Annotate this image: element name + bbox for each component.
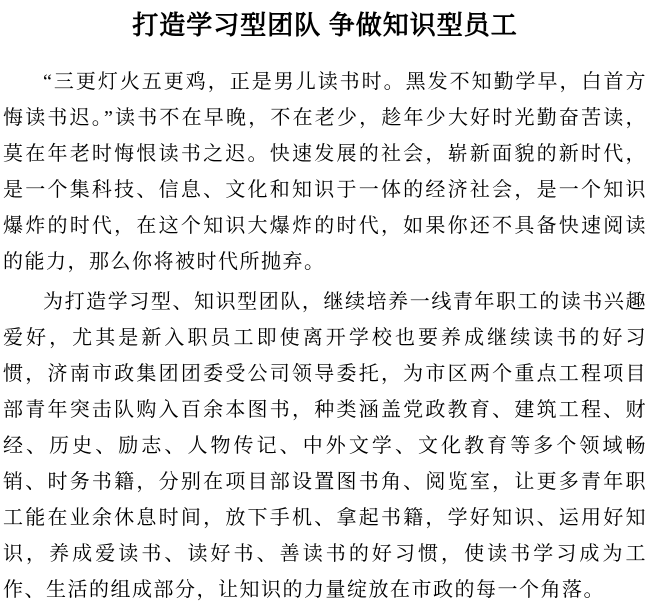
paragraph-2: 为打造学习型、知识型团队，继续培养一线青年职工的读书兴趣爱好，尤其是新入职员工即使离开学校也要养成继续读书的好习惯，济南市政集团团委受公司领导委托，为市区两个重点工程项目部青年突击队购入百余本图书，种类涵盖党政教育、建筑工程、财经、历史、励志、人物传记、中外文学、文化教育等多个领域畅销、时务书籍，分别在项目部设置图书角、阅览室，让更多青年职工能在业余休息时间，放下手机、拿起书籍，学好知识、运用好知识，养成爱读书、读好书、善读书的好习惯，使读书学习成为工作、生活的组成部分，让知识的力量绽放在市政的每一个角落。	[3, 291, 647, 601]
document-body	[0, 64, 650, 608]
paragraph-1: “三更灯火五更鸡，正是男儿读书时。黑发不知勤学早，白首方悔读书迟。”读书不在早晚，不在老少，趁年少大好时光勤奋苦读，莫在年老时悔恨读书之迟。快速发展的社会，崭新面貌的新时代，是一个集科技、信息、文化和知识于一体的经济社会，是一个知识爆炸的时代，在这个知识大爆炸的时代，如果你还不具备快速阅读的能力，那么你将被时代所抛弃。	[3, 71, 647, 273]
document-title: 打造学习型团队 争做知识型员工	[132, 11, 518, 40]
